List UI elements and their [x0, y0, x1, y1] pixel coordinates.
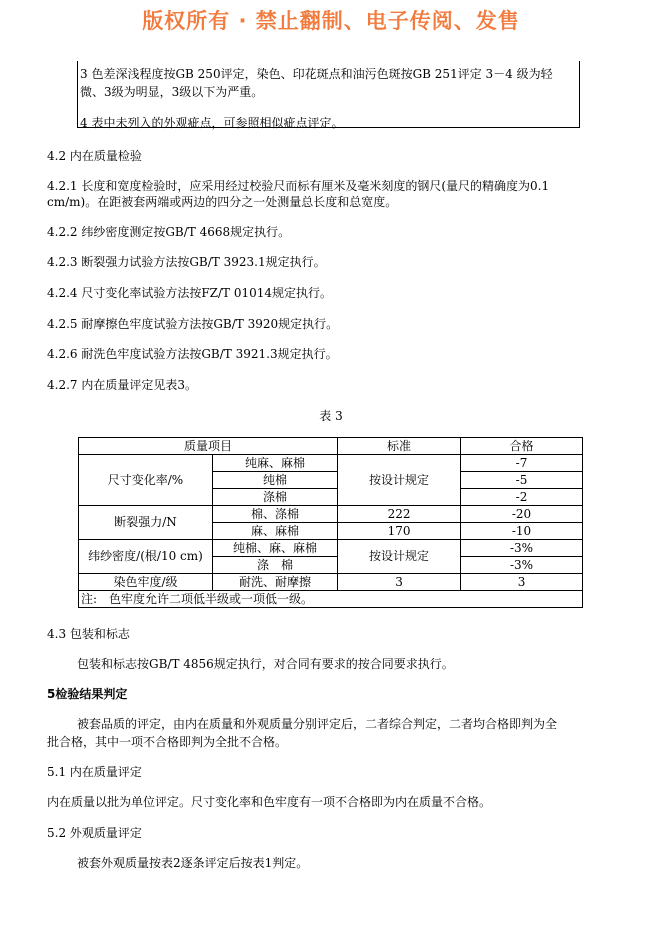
break-strength-std1: 222: [338, 506, 461, 523]
weft-density-v2: -3%: [461, 557, 583, 574]
table-3-note: 注: 色牢度允许二项低半级或一项低一级。: [79, 591, 583, 608]
weft-density-label: 纬纱密度/(根/10 cm): [79, 540, 213, 574]
dim-change-sub1: 纯麻、麻棉: [213, 455, 338, 472]
section-4-3-heading: 4.3 包装和标志: [47, 627, 130, 641]
section-5-1-heading: 5.1 内在质量评定: [47, 765, 142, 779]
dim-change-label: 尺寸变化率/%: [79, 455, 213, 506]
header-pass: 合格: [461, 438, 583, 455]
para-5-line1: 被套品质的评定，由内在质量和外观质量分别评定后，二者综合判定，二者均合格即判为全: [77, 717, 558, 731]
dim-change-v3: -2: [461, 489, 583, 506]
dim-change-v2: -5: [461, 472, 583, 489]
para-4-3: 包装和标志按GB/T 4856规定执行，对合同有要求的按合同要求执行。: [77, 657, 454, 671]
break-strength-v1: -20: [461, 506, 583, 523]
table-row: [79, 574, 583, 591]
para-4-2-1-line1: 4.2.1 长度和宽度检验时，应采用经过校验尺而标有厘米及毫米刻度的钢尺(量尺的精确度为0.1: [47, 179, 550, 193]
header-standard: 标准: [338, 438, 461, 455]
color-fastness-sub: 耐洗、耐摩擦: [213, 574, 338, 591]
header-item: 质量项目: [79, 438, 338, 455]
para-5-line2: 批合格，其中一项不合格即判为全批不合格。: [47, 735, 288, 749]
watermark-banner: 版权所有 · 禁止翻制、电子传阅、发售: [142, 9, 520, 33]
para-5-1: 内在质量以批为单位评定。尺寸变化率和色牢度有一项不合格即为内在质量不合格。: [47, 795, 492, 809]
para-4-2-1-line2: cm/m)。在距被套两端或两边的四分之一处测量总长度和总宽度。: [47, 195, 398, 209]
dim-change-sub3: 涤棉: [213, 489, 338, 506]
table-row: [79, 438, 583, 455]
section-5-2-heading: 5.2 外观质量评定: [47, 826, 142, 840]
color-fastness-label: 染色牢度/级: [79, 574, 213, 591]
table-row: [79, 506, 583, 523]
para-5-2: 被套外观质量按表2逐条评定后按表1判定。: [77, 856, 309, 870]
section-5-heading: 5检验结果判定: [47, 687, 128, 701]
section-4-2-heading: 4.2 内在质量检验: [47, 149, 142, 163]
color-fastness-standard: 3: [338, 574, 461, 591]
break-strength-sub1: 棉、涤棉: [213, 506, 338, 523]
break-strength-std2: 170: [338, 523, 461, 540]
table-3-caption: 表 3: [319, 409, 343, 423]
weft-density-standard: 按设计规定: [338, 540, 461, 574]
table-row: [79, 591, 583, 608]
break-strength-label: 断裂强力/N: [79, 506, 213, 540]
note-4: 4 表中未列入的外观疵点，可参照相似疵点评定。: [80, 116, 344, 130]
para-4-2-6: 4.2.6 耐洗色牢度试验方法按GB/T 3921.3规定执行。: [47, 347, 338, 361]
color-fastness-pass: 3: [461, 574, 583, 591]
table-row: [79, 540, 583, 557]
para-4-2-5: 4.2.5 耐摩擦色牢度试验方法按GB/T 3920规定执行。: [47, 317, 339, 331]
table-row: [79, 455, 583, 472]
note-3-line2: 微、3级为明显，3级以下为严重。: [80, 85, 264, 99]
dim-change-standard: 按设计规定: [338, 455, 461, 506]
para-4-2-3: 4.2.3 断裂强力试验方法按GB/T 3923.1规定执行。: [47, 255, 326, 269]
break-strength-v2: -10: [461, 523, 583, 540]
table-3: [78, 437, 583, 608]
break-strength-sub2: 麻、麻棉: [213, 523, 338, 540]
dim-change-v1: -7: [461, 455, 583, 472]
weft-density-sub1: 纯棉、麻、麻棉: [213, 540, 338, 557]
para-4-2-7: 4.2.7 内在质量评定见表3。: [47, 378, 197, 392]
weft-density-sub2: 涤 棉: [213, 557, 338, 574]
dim-change-sub2: 纯棉: [213, 472, 338, 489]
para-4-2-4: 4.2.4 尺寸变化率试验方法按FZ/T 01014规定执行。: [47, 286, 333, 300]
note-3-line1: 3 色差深浅程度按GB 250评定，染色、印花斑点和油污色斑按GB 251评定 3－4 级为轻: [80, 67, 553, 81]
para-4-2-2: 4.2.2 纬纱密度测定按GB/T 4668规定执行。: [47, 225, 291, 239]
weft-density-v1: -3%: [461, 540, 583, 557]
